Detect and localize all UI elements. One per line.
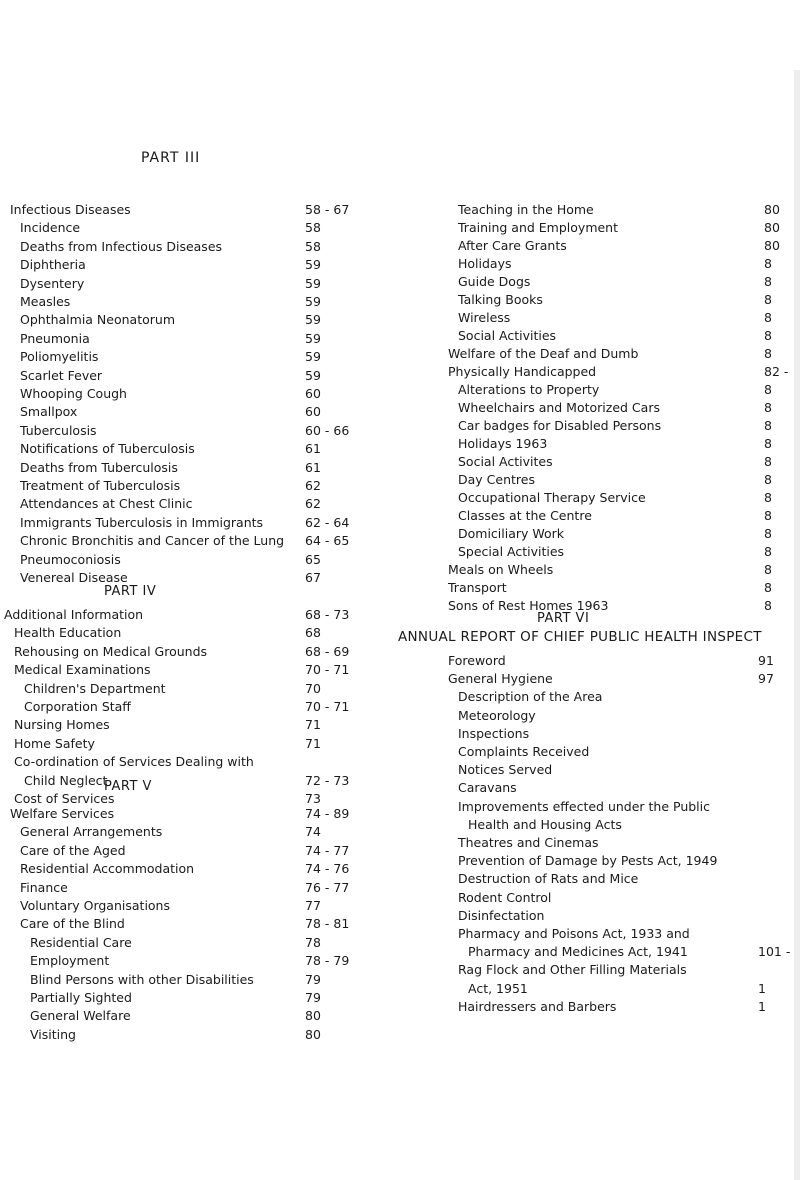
part-vi-heading: PART VI (537, 611, 590, 626)
index-entry-label: Finance (20, 879, 68, 895)
index-entry-label: Deaths from Infectious Diseases (20, 238, 223, 254)
index-entry-label: Domiciliary Work (458, 526, 565, 541)
index-entry-label: Improvements effected under the Public (458, 798, 711, 814)
index-entry-label: Treatment of Tuberculosis (20, 478, 181, 493)
index-entry-label: Disinfectation (458, 907, 545, 923)
index-entry-label: Special Activities (458, 544, 565, 559)
index-entry-page: 65 (305, 551, 321, 567)
index-entry-page: 59 (305, 257, 321, 273)
index-entry-page: 58 (305, 220, 321, 236)
index-entry-row (0, 835, 800, 851)
index-entry-page: 68 - 69 (305, 643, 350, 659)
index-entry-label: Rehousing on Medical Grounds (14, 643, 208, 659)
index-entry-label: Hairdressers and Barbers (458, 998, 617, 1014)
index-entry-row (0, 799, 800, 815)
index-entry-page: 58 (305, 238, 321, 254)
index-entry-label: Rag Flock and Other Filling Materials (458, 962, 687, 978)
index-entry-row (0, 544, 800, 560)
index-entry-row (0, 346, 800, 365)
index-entry-label: Talking Books (458, 292, 543, 307)
index-entry-label: Welfare of the Deaf and Dumb (448, 346, 639, 361)
index-entry-label: Rodent Control (458, 889, 552, 905)
index-entry-page: 8 (764, 544, 772, 559)
index-entry-page: 8 (764, 400, 772, 415)
index-entry-row (0, 562, 800, 578)
index-entry-page: 62 (305, 478, 321, 493)
index-entry-label: After Care Grants (458, 238, 567, 253)
index-entry-row (0, 1027, 800, 1043)
index-entry-row (0, 817, 800, 833)
index-entry-page: 8 (764, 310, 772, 325)
index-entry-page: 78 - 79 (305, 953, 350, 969)
index-entry-page: 70 - 71 (305, 699, 350, 714)
index-entry-label: Corporation Staff (24, 699, 131, 714)
index-entry-page: 71 (305, 717, 321, 733)
index-entry-page: 97 (758, 671, 774, 687)
index-entry-label: Pharmacy and Poisons Act, 1933 and (458, 926, 690, 941)
index-entry-label: Transport (448, 580, 507, 595)
index-entry-page: 59 (305, 367, 321, 383)
index-entry-row (0, 926, 800, 942)
index-entry-label: Pneumoconiosis (20, 551, 121, 567)
index-entry-page: 8 (764, 508, 772, 523)
index-entry-page: 8 (764, 562, 772, 577)
index-entry-row (0, 871, 800, 887)
index-entry-row (0, 436, 800, 452)
index-entry-page: 80 (305, 1026, 321, 1042)
index-entry-label: Diphtheria (20, 257, 86, 273)
index-entry-label: Act, 1951 (468, 980, 528, 996)
index-entry-label: Pharmacy and Medicines Act, 1941 (468, 944, 688, 960)
index-entry-page: 74 - 76 (305, 861, 350, 877)
index-entry-label: Visiting (30, 1026, 76, 1042)
index-entry-row (0, 310, 800, 326)
index-entry-label: Caravans (458, 780, 517, 796)
index-entry-page: 80 (764, 238, 780, 253)
index-entry-row (0, 962, 800, 978)
index-entry-page: 58 - 67 (305, 202, 350, 217)
index-entry-row (0, 744, 800, 760)
index-entry-label: Theatres and Cinemas (458, 835, 599, 850)
index-entry-row (0, 890, 800, 906)
index-entry-label: Co-ordination of Services Dealing with (14, 754, 254, 770)
index-entry-label: Health and Housing Acts (468, 816, 622, 832)
index-entry-row (0, 944, 800, 960)
index-entry-row (0, 382, 800, 398)
index-entry-page: 72 - 73 (305, 772, 350, 788)
index-entry-label: Sons of Rest Homes 1963 (448, 598, 609, 613)
index-entry-label: Inspections (458, 725, 530, 741)
index-entry-row (0, 202, 800, 218)
index-entry-label: Voluntary Organisations (20, 898, 170, 913)
index-entry-row (0, 256, 800, 272)
index-entry-page: 8 (764, 418, 772, 433)
index-entry-label: Deaths from Tuberculosis (20, 459, 178, 475)
index-entry-row (0, 400, 800, 416)
index-entry-page: 60 (305, 386, 321, 401)
index-entry-label: Social Activites (458, 454, 553, 469)
index-entry-row (0, 762, 800, 778)
index-entry-label: Destruction of Rats and Mice (458, 871, 639, 887)
index-entry-page: 8 (764, 598, 772, 613)
index-entry-page: 91 (758, 653, 774, 668)
index-entry-page: 59 (305, 349, 321, 365)
index-entry-page: 74 - 77 (305, 842, 350, 858)
index-entry-label: Teaching in the Home (458, 202, 594, 217)
index-entry-label: Care of the Aged (20, 842, 126, 858)
index-entry-page: 74 (305, 824, 321, 840)
index-entry-page: 59 (305, 312, 321, 328)
index-entry-label: Complaints Received (458, 744, 590, 759)
index-entry-label: Smallpox (20, 404, 78, 420)
index-entry-label: Alterations to Property (458, 382, 600, 397)
index-entry-page: 8 (764, 436, 772, 451)
index-entry-label: Residential Care (30, 934, 132, 950)
index-entry-page: 62 - 64 (305, 514, 350, 530)
index-entry-page: 8 (764, 328, 772, 343)
index-entry-label: Meals on Wheels (448, 562, 554, 577)
index-entry-label: Children's Department (24, 680, 166, 696)
index-entry-label: Chronic Bronchitis and Cancer of the Lung (20, 533, 285, 549)
index-entry-label: Meteorology (458, 707, 536, 723)
index-entry-page: 8 (764, 256, 772, 271)
index-entry-label: Whooping Cough (20, 386, 127, 401)
index-entry-label: Health Education (14, 625, 122, 641)
index-entry-label: Nursing Homes (14, 717, 110, 733)
index-entry-label: Tuberculosis (20, 422, 97, 438)
index-entry-label: Ophthalmia Neonatorum (20, 312, 175, 328)
index-entry-page: 8 (764, 382, 772, 397)
part-v-heading: PART V (104, 779, 152, 794)
index-entry-row (0, 274, 800, 290)
index-entry-label: Wheelchairs and Motorized Cars (458, 400, 660, 415)
index-entry-row (0, 708, 800, 724)
index-entry-page: 8 (764, 490, 772, 505)
index-entry-label: Holidays 1963 (458, 436, 548, 451)
index-entry-label: Medical Examinations (14, 662, 151, 678)
index-entry-label: Pneumonia (20, 330, 90, 346)
index-entry-row (0, 454, 800, 470)
index-entry-page: 80 (764, 220, 780, 235)
index-entry-row (0, 689, 800, 705)
index-entry-page: 73 (305, 791, 321, 806)
index-entry-page: 61 (305, 459, 321, 475)
index-entry-page: 59 (305, 275, 321, 291)
index-entry-page: 80 (764, 202, 780, 217)
index-entry-page: 1 (758, 980, 766, 996)
index-entry-page: 64 - 65 (305, 533, 350, 549)
index-entry-row (0, 490, 800, 506)
index-entry-row (0, 292, 800, 308)
index-entry-label: Residential Accommodation (20, 861, 195, 877)
index-entry-row (0, 238, 800, 254)
index-entry-row (0, 598, 800, 614)
index-entry-label: Partially Sighted (30, 990, 132, 1005)
index-entry-label: Classes at the Centre (458, 508, 592, 523)
index-entry-page: 8 (764, 274, 772, 289)
index-entry-label: Description of the Area (458, 689, 603, 705)
index-entry-label: Home Safety (14, 735, 95, 751)
index-entry-row (0, 364, 800, 380)
part-vi-subheading: ANNUAL REPORT OF CHIEF PUBLIC HEALTH INSPECT (398, 629, 762, 645)
index-entry-page: 8 (764, 472, 772, 487)
index-entry-page: 79 (305, 971, 321, 987)
index-entry-label: Occupational Therapy Service (458, 490, 646, 505)
index-entry-page: 76 - 77 (305, 879, 350, 895)
index-entry-page: 70 - 71 (305, 662, 350, 678)
index-entry-label: Blind Persons with other Disabilities (30, 971, 254, 987)
index-entry-label: Wireless (458, 310, 511, 325)
index-entry-page: 67 (305, 570, 321, 585)
index-entry-label: Guide Dogs (458, 274, 531, 289)
index-entry-page: 8 (764, 346, 772, 361)
index-entry-label: Infectious Diseases (10, 202, 131, 217)
index-entry-page: 77 (305, 898, 321, 913)
index-entry-label: General Hygiene (448, 671, 553, 687)
index-entry-page: 78 (305, 934, 321, 950)
index-entry-label: Cost of Services (14, 791, 115, 806)
index-entry-page: 1 (758, 998, 766, 1014)
index-entry-label: Training and Employment (458, 220, 619, 235)
part-iv-heading: PART IV (104, 584, 157, 599)
index-entry-page: 80 (305, 1008, 321, 1024)
index-entry-label: Notifications of Tuberculosis (20, 441, 195, 457)
index-entry-label: Venereal Disease (20, 570, 128, 585)
index-entry-row (0, 220, 800, 236)
index-entry-page: 68 - 73 (305, 607, 350, 622)
index-entry-row (0, 653, 800, 669)
index-entry-label: General Welfare (30, 1008, 131, 1024)
index-entry-page: 78 - 81 (305, 916, 350, 932)
index-entry-page: 8 (764, 580, 772, 595)
index-entry-page: 79 (305, 990, 321, 1005)
index-entry-label: Care of the Blind (20, 916, 125, 932)
index-entry-row (0, 726, 800, 742)
index-entry-label: Day Centres (458, 472, 535, 487)
index-entry-label: Prevention of Damage by Pests Act, 1949 (458, 853, 718, 869)
page-title: PART III (141, 150, 201, 166)
index-entry-page: 59 (305, 294, 321, 309)
index-entry-page: 8 (764, 292, 772, 307)
index-entry-label: Physically Handicapped (448, 364, 597, 379)
index-entry-label: Immigrants Tuberculosis in Immigrants (20, 514, 264, 530)
index-entry-page: 61 (305, 441, 321, 457)
index-entry-page: 59 (305, 330, 321, 346)
index-entry-label: Notices Served (458, 762, 553, 778)
index-entry-label: Foreword (448, 653, 506, 668)
index-entry-label: Welfare Services (10, 806, 115, 821)
index-entry-page: 71 (305, 735, 321, 751)
index-entry-row (0, 526, 800, 542)
index-entry-label: Poliomyelitis (20, 349, 99, 365)
index-entry-page: 8 (764, 454, 772, 469)
index-entry-page: 74 - 89 (305, 806, 350, 821)
index-entry-label: General Arrangements (20, 824, 163, 840)
index-entry-row (0, 908, 800, 924)
index-entry-row (0, 999, 800, 1015)
index-entry-label: Holidays (458, 256, 512, 271)
index-entry-row (0, 472, 800, 488)
index-entry-label: Incidence (20, 220, 81, 236)
index-entry-page: 68 (305, 625, 321, 641)
index-entry-label: Social Activities (458, 328, 557, 343)
index-entry-page: 8 (764, 526, 772, 541)
index-entry-label: Measles (20, 294, 71, 309)
index-entry-page: 60 - 66 (305, 422, 350, 438)
index-entry-label: Scarlet Fever (20, 367, 103, 383)
index-entry-page: 82 - (764, 364, 789, 379)
index-entry-label: Employment (30, 953, 110, 969)
index-entry-row (0, 328, 800, 344)
index-entry-row (0, 853, 800, 869)
index-entry-label: Additional Information (4, 607, 144, 622)
index-entry-label: Child Neglect (24, 772, 108, 788)
index-entry-page: 60 (305, 404, 321, 420)
index-entry-label: Car badges for Disabled Persons (458, 418, 662, 433)
index-entry-label: Attendances at Chest Clinic (20, 496, 193, 512)
index-entry-page: 62 (305, 496, 321, 512)
index-entry-row (0, 671, 800, 687)
index-entry-page: 101 - (758, 944, 791, 960)
index-entry-row (0, 981, 800, 997)
index-entry-page: 70 (305, 680, 321, 696)
index-entry-label: Dysentery (20, 275, 85, 291)
page-edge-shadow (794, 70, 800, 1180)
index-entry-row (0, 418, 800, 434)
index-entry-row (0, 508, 800, 524)
